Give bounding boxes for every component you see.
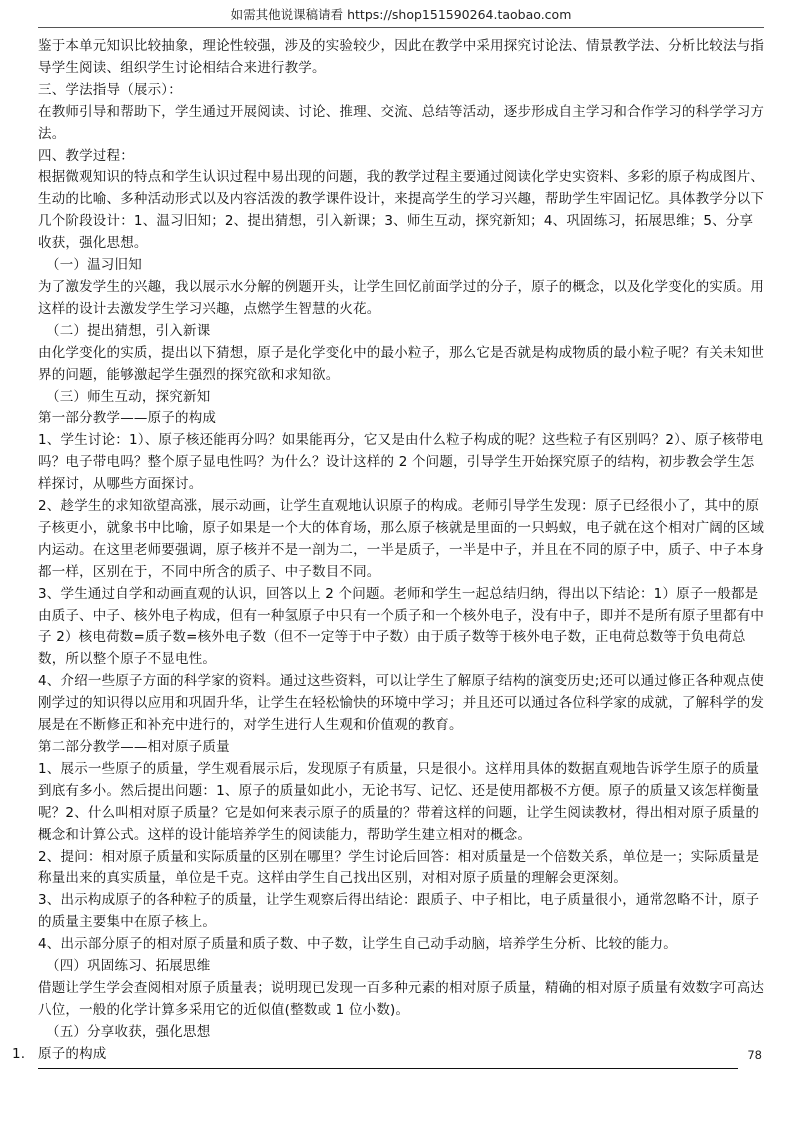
part-heading: 第二部分教学——相对原子质量: [38, 739, 230, 755]
paragraph: 3、出示构成原子的各种粒子的质量，让学生观察后得出结论：跟质子、中子相比，电子质量很小，通常忽略不计，原子的质量主要集中在原子核上。: [38, 892, 760, 931]
page-number: 78: [747, 1048, 762, 1062]
paragraph: 1、展示一些原子的质量，学生观看展示后，发现原子有质量，只是很小。这样用具体的数据直观地告诉学生原子的质量到底有多小。然后提出问题：1、原子的质量如此小，无论书写、记忆、还是使用都极不方便。原子的质量又该怎样衡量呢？2、什么叫相对原子质量？它是如何来表示原子的质量的？带着这样的问题，让学生阅读教材，得出相对原子质量的概念和计算公式。这样的设计能培养学生的阅读能力，帮助学生建立相对的概念。: [38, 760, 760, 843]
document-body: [12, 36, 766, 1066]
paragraph: 2、提问：相对原子质量和实际质量的区别在哪里？学生讨论后回答：相对质量是一个倍数关系，单位是一；实际质量是称量出来的真实质量，单位是千克。这样由学生自己找出区别，对相对原子质量的理解会更深刻。: [38, 848, 760, 887]
paragraph: 根据微观知识的特点和学生认识过程中易出现的问题，我的教学过程主要通过阅读化学史实资料、多彩的原子构成图片、生动的比喻、多种活动形式以及内容活泼的教学课件设计，来提高学生的学习兴趣，帮助学生牢固记忆。具体教学分以下几个阶段设计：1、温习旧知；2、提出猜想，引入新课；3、师生互动，探究新知；4、巩固练习，拓展思维；5、分享收获，强化思想。: [38, 169, 765, 252]
subsection-heading: （二）提出猜想，引入新课: [46, 322, 211, 339]
paragraph: 3、学生通过自学和动画直观的认识，回答以上 2 个问题。老师和学生一起总结归纳，得出以下结论：1）原子一般都是由质子、中子、核外电子构成，但有一种氢原子中只有一个质子和一个核外电子，没有中子，即并不是所有原子里都有中子 2）核电荷数=质子数=核外电子数（但不一定等于中子数）由于质子数等于核外电子数，正电荷总数等于负电荷总数，所以整个原子不显电性。: [38, 585, 765, 668]
section-heading: 三、学法指导（展示）：: [38, 81, 182, 98]
page-header: 如需其他说课稿请看 https://shop151590264.taobao.com: [230, 7, 572, 22]
subsection-heading: （三）师生互动，探究新知: [46, 388, 211, 405]
subsection-heading: （五）分享收获，强化思想: [46, 1023, 211, 1040]
numbered-item-text: 原子的构成: [38, 1045, 107, 1062]
paragraph: 4、介绍一些原子方面的科学家的资料。通过这些资料，可以让学生了解原子结构的演变历史;还可以通过修正各种观点使刚学过的知识得以应用和巩固升华，让学生在轻松愉快的环境中学习；并且还可以通过各位科学家的成就，了解科学的发展是在不断修正和补充中进行的，对学生进行人生观和价值观的教育。: [38, 673, 765, 734]
paragraph: 由化学变化的实质，提出以下猜想，原子是化学变化中的最小粒子，那么它是否就是构成物质的最小粒子呢？有关未知世界的问题，能够激起学生强烈的探究欲和求知欲。: [38, 344, 765, 383]
paragraph: 1、学生讨论：1）、原子核还能再分吗？如果能再分，它又是由什么粒子构成的呢？这些粒子有区别吗？2）、原子核带电吗？电子带电吗？整个原子显电性吗？为什么？设计这样的 2 个问题，引导学生开始探究原子的结构，初步教会学生怎样探讨，从哪些方面探讨。: [38, 432, 764, 493]
part-heading: 第一部分教学——原子的构成: [38, 410, 217, 427]
paragraph: 在教师引导和帮助下，学生通过开展阅读、讨论、推理、交流、总结等活动，逐步形成自主学习和合作学习的科学学习方法。: [38, 103, 765, 142]
subsection-heading: （四）巩固练习、拓展思维: [46, 958, 211, 975]
section-heading: 四、教学过程：: [38, 147, 134, 164]
numbered-item: [12, 1044, 766, 1066]
paragraph: 鉴于本单元知识比较抽象，理论性较强，涉及的实验较少，因此在教学中采用探究讨论法、情景教学法、分析比较法与指导学生阅读、组织学生讨论相结合来进行教学。: [38, 38, 765, 76]
paragraph: 为了激发学生的兴趣，我以展示水分解的例题开头，让学生回忆前面学过的分子，原子的概念，以及化学变化的实质。用这样的设计去激发学生学习兴趣，点燃学生智慧的火花。: [38, 278, 765, 317]
footer-divider: [38, 1068, 738, 1069]
subsection-heading: （一）温习旧知: [46, 257, 142, 274]
header-divider: [38, 27, 764, 28]
paragraph: 借题让学生学会查阅相对原子质量表；说明现已发现一百多种元素的相对原子质量，精确的相对原子质量有效数字可高达八位，一般的化学计算多采用它的近似值(整数或 1 位小数)。: [38, 979, 765, 1018]
paragraph: 4、出示部分原子的相对原子质量和质子数、中子数，让学生自己动手动脑，培养学生分析、比较的能力。: [38, 936, 677, 953]
paragraph: 2、趁学生的求知欲望高涨，展示动画，让学生直观地认识原子的构成。老师引导学生发现：原子已经很小了，其中的原子核更小，就象书中比喻，原子如果是一个大的体育场，那么原子核就是里面的一只蚂蚁，电子就在这个相对广阔的区域内运动。在这里老师要强调，原子核并不是一剖为二，一半是质子，一半是中子，并且在不同的原子中，质子、中子本身都一样，区别在于，不同中所含的质子、中子数目不同。: [38, 498, 765, 580]
numbered-item-number: 1.: [12, 1045, 26, 1062]
